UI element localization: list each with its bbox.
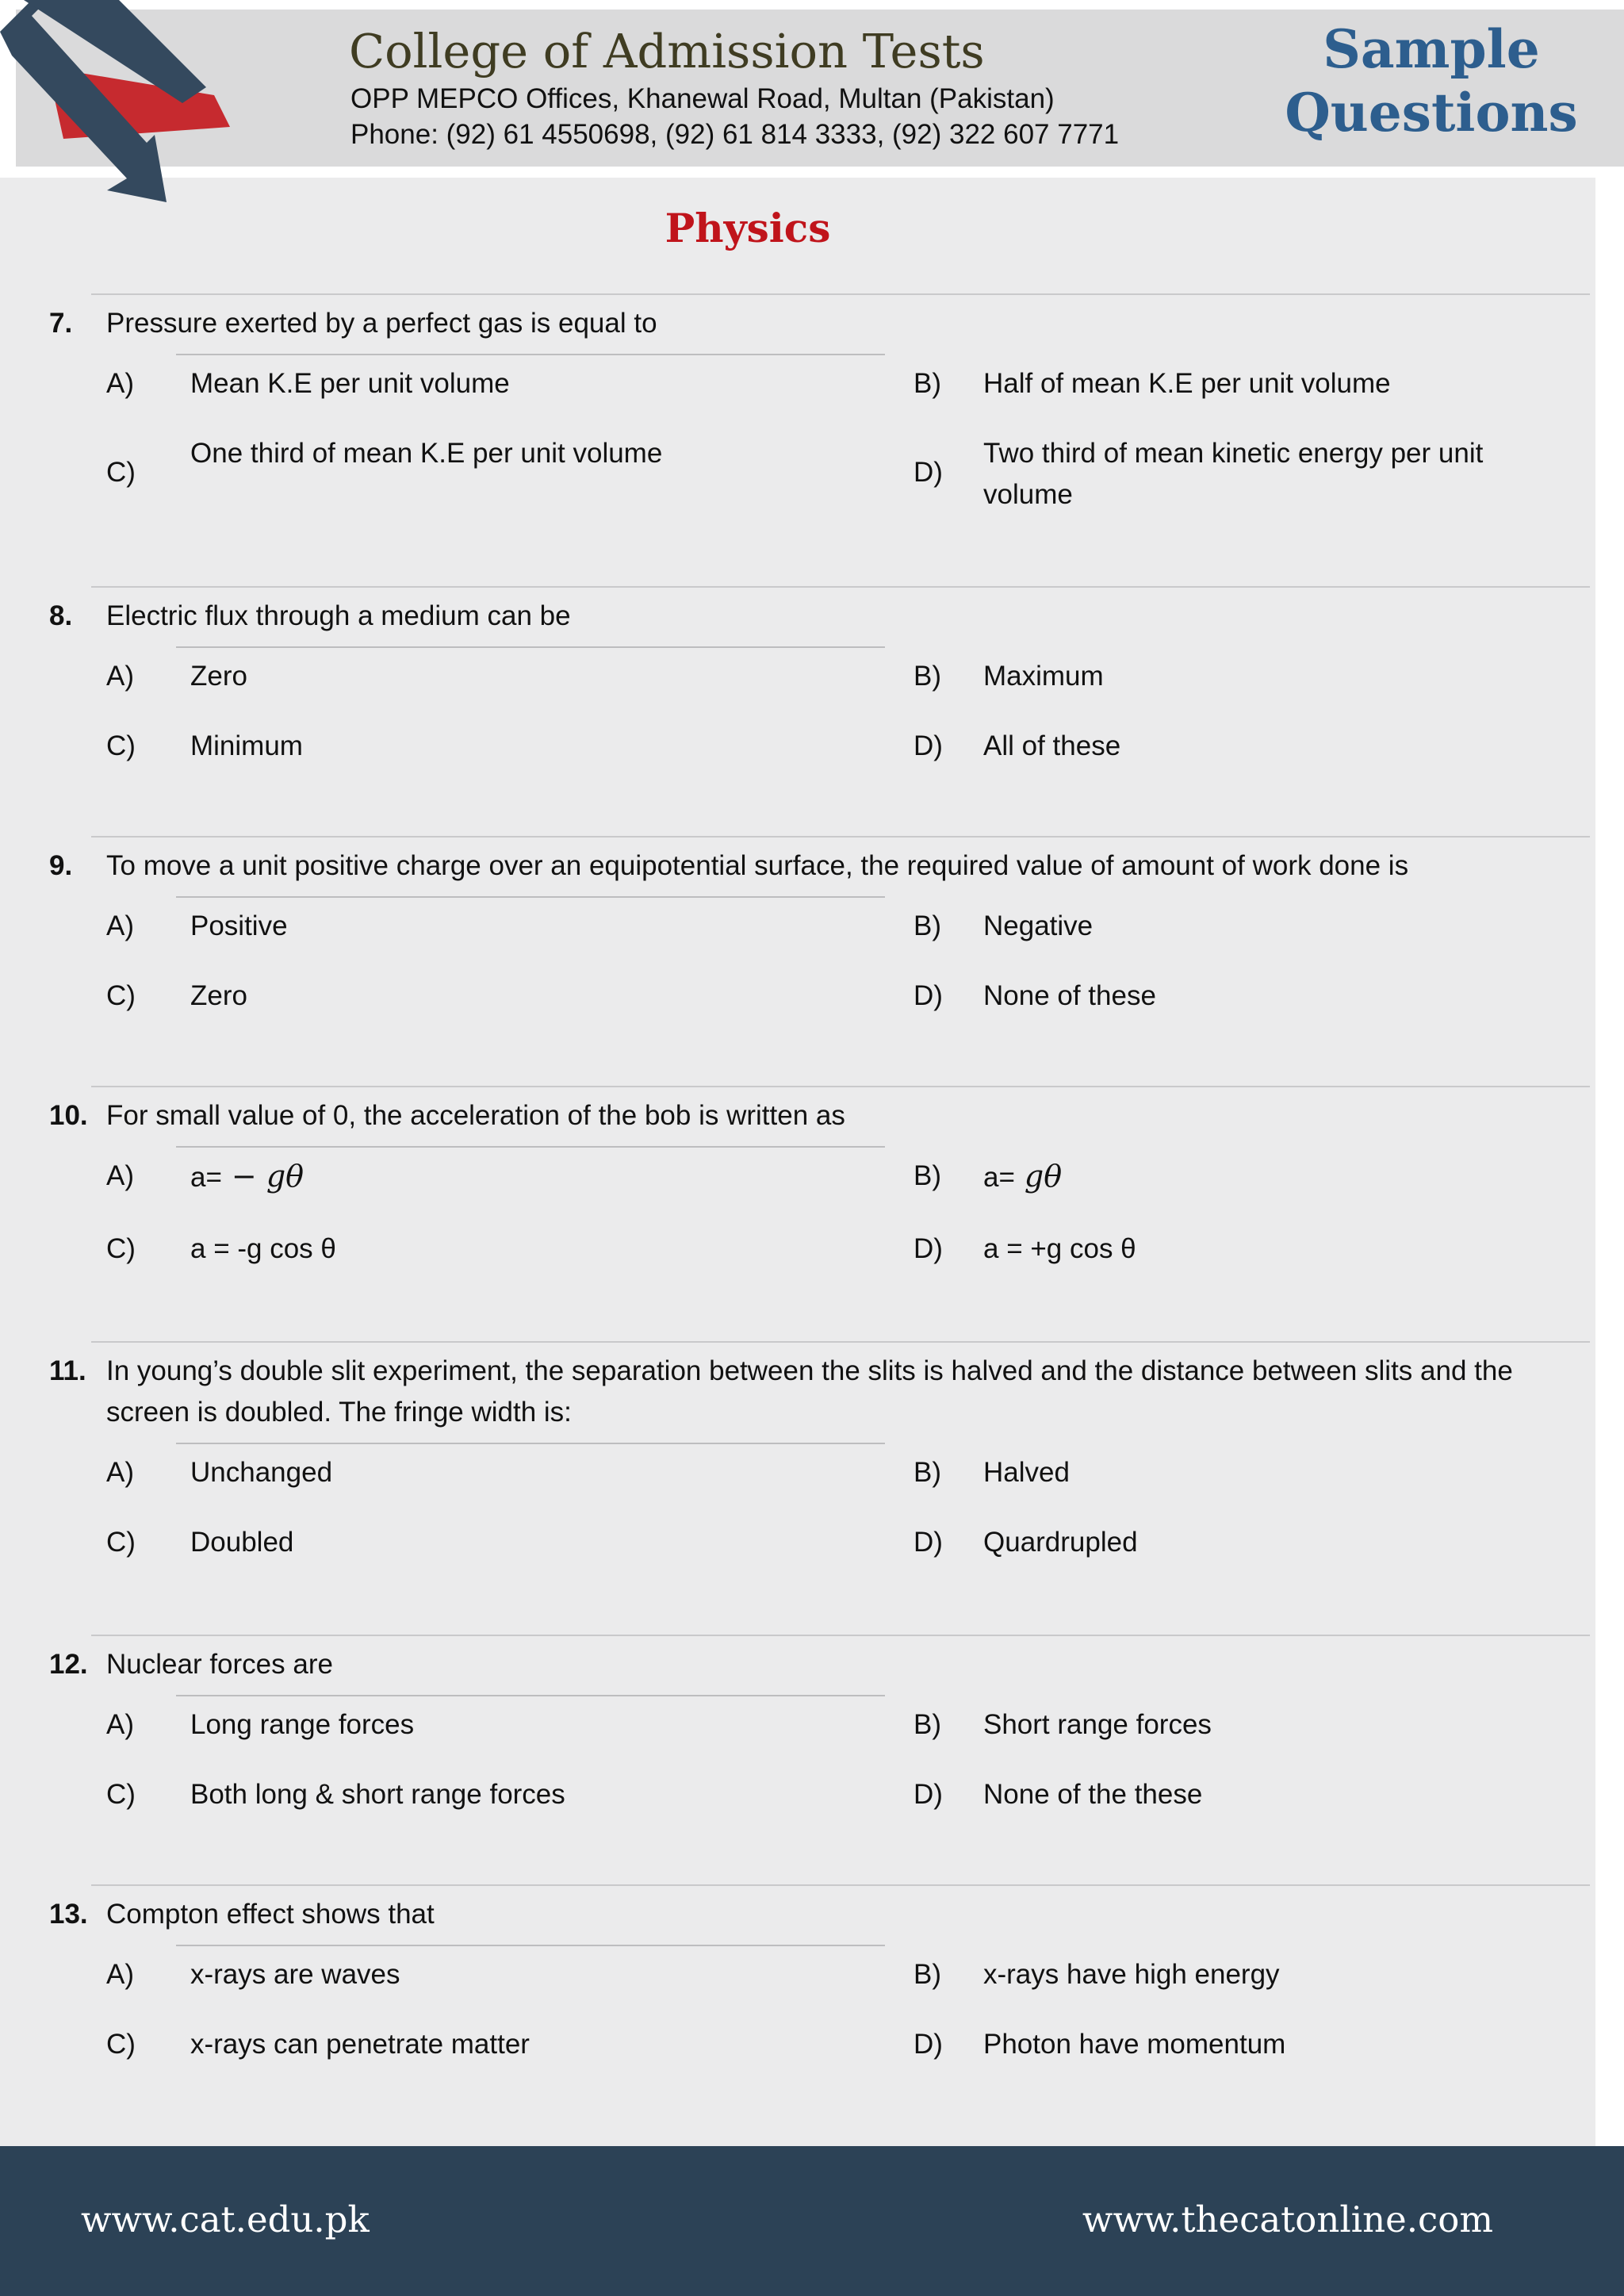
option-d-text[interactable] [983,726,1120,767]
option-a-label: Zero [190,661,247,692]
option-b-label: a= [983,1162,1015,1193]
option-d-text[interactable] [983,976,1156,1017]
option-d-letter: D) [914,457,943,488]
question-9 [0,836,1595,1074]
question-number: 9. [49,850,73,881]
options-divider [176,1146,885,1148]
option-c-text[interactable] [190,976,247,1017]
option-d-label: Two third of mean kinetic energy per unit volume [983,438,1484,510]
option-a-label: Unchanged [190,1457,333,1488]
option-d-text[interactable] [983,2024,1285,2065]
badge-line-1: Sample [1323,18,1540,80]
question-number: 8. [49,600,73,631]
option-d-letter: D) [914,980,943,1011]
option-b-label: Negative [983,910,1094,941]
footer-link-thecatonline[interactable]: www.thecatonline.com [1082,2198,1493,2240]
option-a-math: − gθ [231,1159,304,1194]
option-b-text[interactable] [983,906,1093,947]
option-a-label: Long range forces [190,1709,415,1740]
question-10 [0,1086,1595,1324]
option-b-letter: B) [914,1160,941,1191]
option-b-text[interactable] [983,363,1391,404]
option-a-letter: A) [106,368,134,399]
option-d-label: None of the these [983,1779,1203,1810]
option-a-label: x-rays are waves [190,1959,400,1990]
question-divider [91,293,1590,295]
option-d-letter: D) [914,1233,943,1264]
question-number: 12. [49,1649,88,1680]
option-a-label: a= [190,1162,222,1193]
question-divider [91,1884,1590,1886]
option-b-letter: B) [914,1709,941,1740]
option-b-text[interactable] [983,1156,1062,1198]
question-number: 7. [49,308,73,339]
option-b-letter: B) [914,661,941,692]
option-b-math: gθ [1024,1159,1063,1194]
option-d-text[interactable] [983,433,1491,516]
question-divider [91,1635,1590,1636]
option-b-letter: B) [914,910,941,941]
option-c-text[interactable] [190,726,303,767]
option-c-text[interactable] [190,2024,530,2065]
option-a-text[interactable] [190,1704,414,1746]
option-d-letter: D) [914,2029,943,2060]
college-phone: Phone: (92) 61 4550698, (92) 61 814 3333, (92) 322 607 7771 [350,119,1120,150]
option-c-label: Both long & short range forces [190,1779,565,1810]
option-b-letter: B) [914,368,941,399]
question-8 [0,586,1595,824]
option-b-letter: B) [914,1457,941,1488]
college-name: College of Admission Tests [349,24,985,79]
question-11 [0,1341,1595,1579]
question-divider [91,586,1590,588]
footer [0,2146,1624,2296]
option-a-text[interactable] [190,1156,304,1198]
option-b-text[interactable] [983,1704,1212,1746]
option-c-label: Zero [190,980,247,1011]
question-text: For small value of 0, the acceleration of the bob is written as [106,1100,845,1131]
option-a-label: Positive [190,910,288,941]
option-b-label: Half of mean K.E per unit volume [983,368,1391,399]
question-13 [0,1884,1595,2122]
options-divider [176,1443,885,1444]
option-d-letter: D) [914,730,943,761]
option-d-label: None of these [983,980,1156,1011]
option-c-label: Minimum [190,730,303,761]
option-d-text[interactable] [983,1522,1138,1563]
option-c-letter: C) [106,457,136,488]
footer-link-cat[interactable]: www.cat.edu.pk [81,2198,370,2240]
option-d-label: Quardrupled [983,1527,1138,1558]
option-b-label: Short range forces [983,1709,1212,1740]
option-d-letter: D) [914,1527,943,1558]
option-d-label: a = +g cos θ [983,1233,1136,1264]
badge-line-2: Questions [1285,82,1578,144]
option-c-label: Doubled [190,1527,294,1558]
option-a-letter: A) [106,1160,134,1191]
question-text: Pressure exerted by a perfect gas is equal to [106,308,657,339]
option-b-text[interactable] [983,1452,1070,1493]
option-b-text[interactable] [983,656,1104,697]
option-c-letter: C) [106,1527,136,1558]
option-c-letter: C) [106,980,136,1011]
question-divider [91,1086,1590,1087]
question-number: 10. [49,1100,88,1131]
option-c-text[interactable] [190,1228,336,1270]
option-c-letter: C) [106,1779,136,1810]
question-12 [0,1635,1595,1872]
option-a-text[interactable] [190,363,510,404]
question-text: Nuclear forces are [106,1649,333,1680]
option-d-text[interactable] [983,1774,1202,1815]
option-b-letter: B) [914,1959,941,1990]
options-divider [176,1695,885,1696]
option-d-label: All of these [983,730,1121,761]
option-c-text[interactable] [190,433,662,474]
option-c-label: One third of mean K.E per unit volume [190,438,663,469]
options-divider [176,646,885,648]
option-c-letter: C) [106,2029,136,2060]
option-c-label: a = -g cos θ [190,1233,336,1264]
option-b-label: x-rays have high energy [983,1959,1280,1990]
question-text: In young’s double slit experiment, the separation between the slits is halved and the distance between slits and the screen is doubled. The fringe width is: [106,1355,1513,1428]
option-a-text[interactable] [190,906,288,947]
option-a-text[interactable] [190,1452,332,1493]
question-text: Electric flux through a medium can be [106,600,571,631]
option-d-label: Photon have momentum [983,2029,1286,2060]
option-a-letter: A) [106,1709,134,1740]
option-c-letter: C) [106,1233,136,1264]
options-divider [176,896,885,898]
options-divider [176,354,885,355]
option-a-letter: A) [106,1457,134,1488]
question-number: 11. [49,1355,86,1386]
option-a-letter: A) [106,661,134,692]
option-c-text[interactable] [190,1522,293,1563]
option-c-label: x-rays can penetrate matter [190,2029,530,2060]
option-b-label: Maximum [983,661,1104,692]
question-divider [91,836,1590,838]
option-a-text[interactable] [190,656,247,697]
option-a-text[interactable] [190,1954,400,1995]
option-d-letter: D) [914,1779,943,1810]
option-c-text[interactable] [190,1774,565,1815]
option-c-letter: C) [106,730,136,761]
question-7 [0,293,1595,531]
question-divider [91,1341,1590,1343]
option-a-label: Mean K.E per unit volume [190,368,510,399]
question-text: Compton effect shows that [106,1899,435,1930]
option-a-letter: A) [106,910,134,941]
options-divider [176,1945,885,1946]
option-a-letter: A) [106,1959,134,1990]
option-d-text[interactable] [983,1228,1136,1270]
college-address: OPP MEPCO Offices, Khanewal Road, Multan (Pakistan) [350,83,1055,114]
option-b-label: Halved [983,1457,1070,1488]
question-text: To move a unit positive charge over an equipotential surface, the required value of amount of work done is [106,850,1409,881]
question-number: 13. [49,1899,88,1930]
subject-title: Physics [665,205,831,251]
sample-questions-badge [1269,17,1594,144]
option-b-text[interactable] [983,1954,1280,1995]
college-logo-icon [0,0,238,238]
